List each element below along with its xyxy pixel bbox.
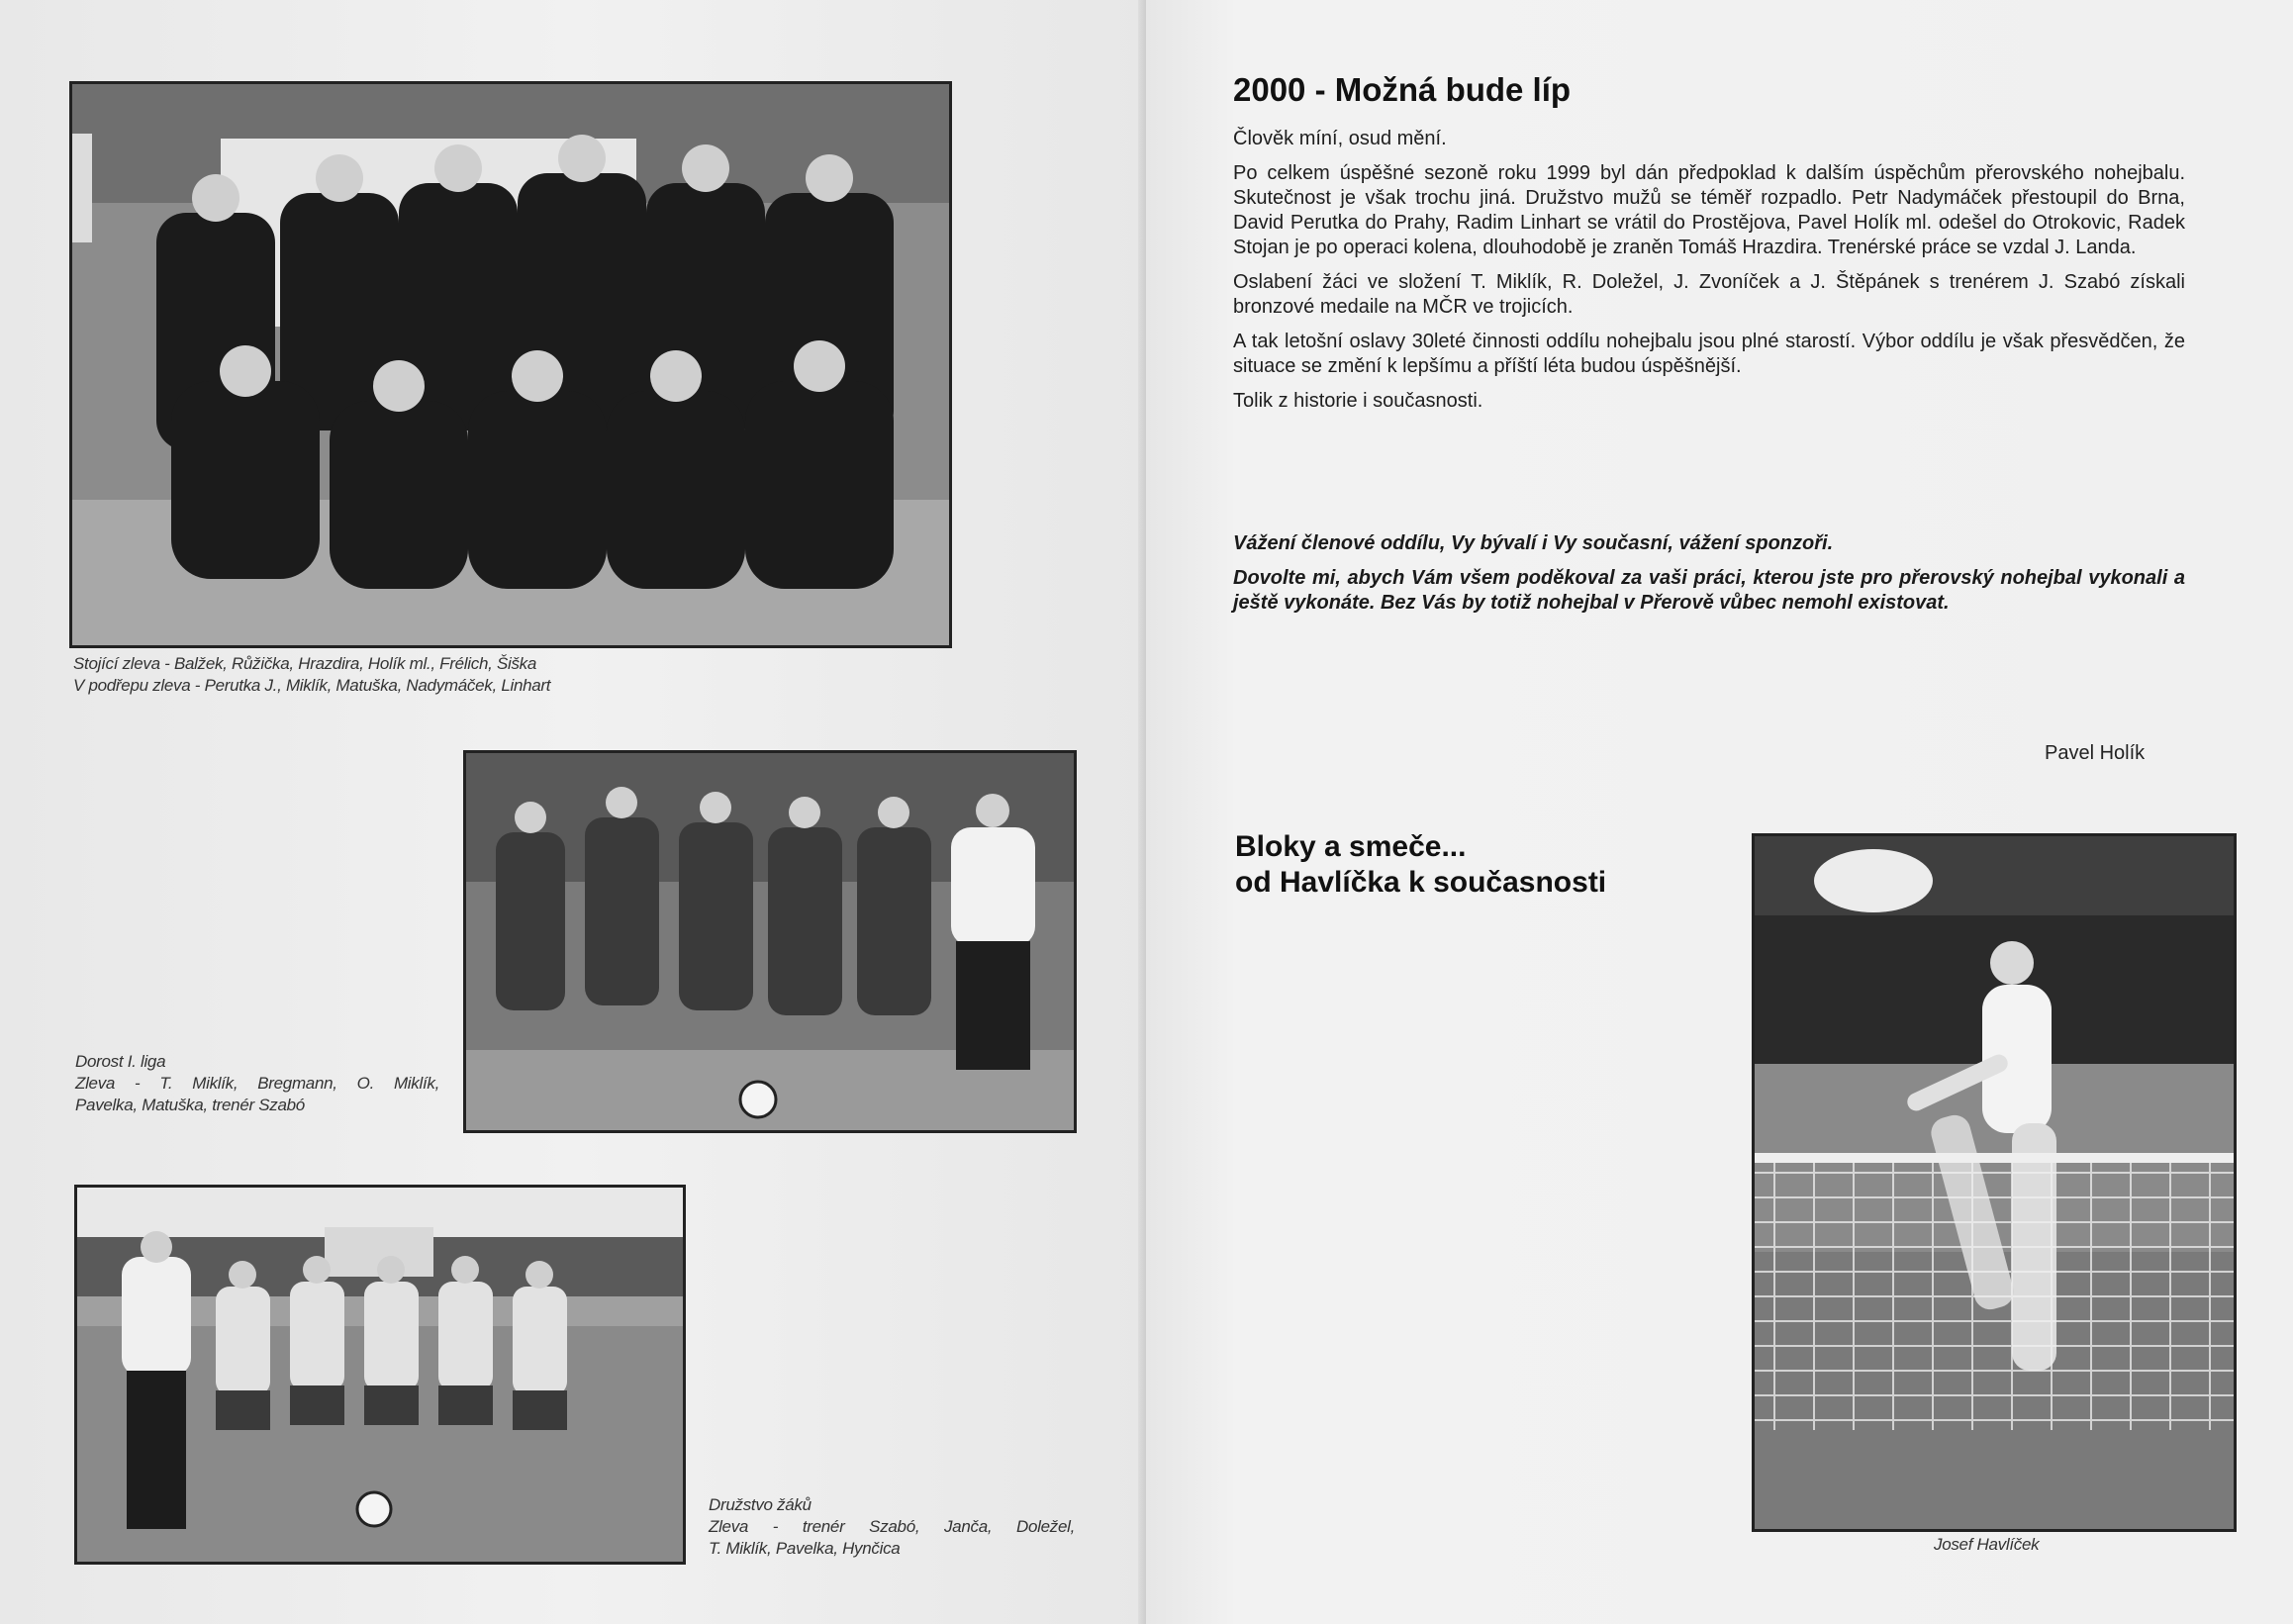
- caption-line: Družstvo žáků: [709, 1495, 812, 1514]
- team-photo-juniors: [463, 750, 1077, 1133]
- section-title: 2000 - Možná bude líp: [1233, 71, 1572, 108]
- right-page: [1146, 0, 2293, 1624]
- article-paragraph: Tolik z historie i současnosti.: [1233, 390, 1483, 412]
- address-line: Vážení členové oddílu, Vy bývalí i Vy současní, vážení sponzoři.: [1233, 532, 1834, 554]
- article-paragraph: Člověk míní, osud mění.: [1233, 128, 1447, 149]
- player-photo: [1752, 833, 2237, 1532]
- team-photo-juniors-image: [466, 753, 1074, 1130]
- caption-line: Zleva - trenér Szabó, Janča, Doležel,: [709, 1517, 1075, 1536]
- left-page: [0, 0, 1146, 1624]
- team-photo-pupils: [74, 1185, 686, 1565]
- team-photo-men-caption: [73, 653, 550, 697]
- caption-line: Zleva - T. Miklík, Bregmann, O. Miklík,: [75, 1074, 439, 1093]
- team-photo-pupils-image: [77, 1188, 683, 1562]
- article-paragraph: Oslabení žáci ve složení T. Miklík, R. Doležel, J. Zvoníček a J. Štěpánek s trenérem J. Szabó získali bronzové medaile na MČR ve trojicích.: [1233, 271, 2185, 318]
- article-body: [1233, 127, 2185, 424]
- next-section-title: [1235, 829, 1606, 901]
- address-to-members: [1233, 531, 2185, 625]
- player-photo-caption: Josef Havlíček: [1934, 1535, 2040, 1554]
- next-section-title-line: Bloky a smeče...: [1235, 830, 1467, 863]
- article-paragraph: A tak letošní oslavy 30leté činnosti oddílu nohejbalu jsou plné starostí. Výbor oddílu je však přesvědčen, že situace se změní k lepšímu a příští léta budou úspěšnější.: [1233, 331, 2185, 377]
- caption-line: Dorost I. liga: [75, 1052, 166, 1071]
- next-section-title-line: od Havlíčka k současnosti: [1235, 866, 1607, 899]
- team-photo-juniors-caption: [75, 1051, 439, 1116]
- caption-line: Stojící zleva - Balžek, Růžička, Hrazdira, Holík ml., Frélich, Šiška: [73, 654, 537, 673]
- team-photo-pupils-caption: [709, 1494, 1075, 1560]
- address-line: Dovolte mi, abych Vám všem poděkoval za vaši práci, kterou jste pro přerovský nohejbal vykonali a ještě vykonáte. Bez Vás by totiž nohejbal v Přerově vůbec nemohl existovat.: [1233, 567, 2185, 614]
- article-paragraph: Po celkem úspěšné sezoně roku 1999 byl dán předpoklad k dalším úspěchům přerovského nohejbalu. Skutečnost je však trochu jiná. Družstvo mužů se téměř rozpadlo. Petr Nadymáček přestoupil do Brna, David Perutka do Prahy, Radim Linhart se vrátil do Prostějova, Pavel Holík ml. odešel do Otrokovic, Radek Stojan je po operaci kolena, dlouhodobě je zraněn Tomáš Hrazdira. Trenérské práce se vzdal J. Landa.: [1233, 162, 2185, 258]
- signature: Pavel Holík: [2045, 742, 2146, 764]
- team-photo-men: [69, 81, 952, 648]
- player-photo-image: [1755, 836, 2234, 1529]
- caption-line: V podřepu zleva - Perutka J., Miklík, Matuška, Nadymáček, Linhart: [73, 676, 551, 695]
- caption-line: Pavelka, Matuška, trenér Szabó: [75, 1096, 305, 1114]
- team-photo-men-image: [72, 84, 949, 645]
- caption-line: T. Miklík, Pavelka, Hynčica: [709, 1539, 901, 1558]
